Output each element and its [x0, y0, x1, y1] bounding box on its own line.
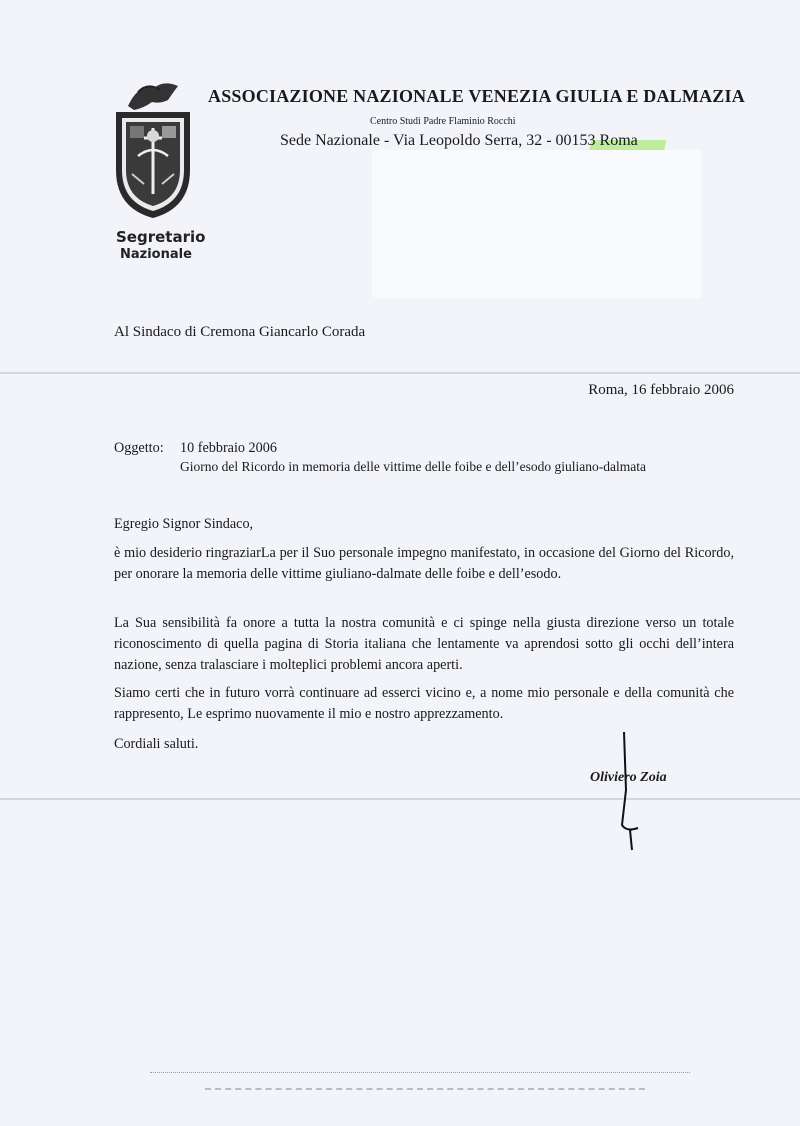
signatory-name: Oliviero Zoia: [590, 770, 667, 785]
recipient: Al Sindaco di Cremona Giancarlo Corada: [114, 324, 366, 340]
organization-address: Sede Nazionale - Via Leopoldo Serra, 32 - 00153 Roma: [280, 132, 638, 149]
office-title: Segretario: [116, 228, 206, 246]
organization-name: ASSOCIAZIONE NAZIONALE VENEZIA GIULIA E DALMAZIA: [208, 86, 745, 106]
paper-fold: [0, 372, 800, 374]
subject-label: Oggetto:: [114, 440, 164, 456]
organization-subtitle: Centro Studi Padre Flaminio Rocchi: [370, 116, 516, 127]
closing: Cordiali saluti.: [114, 736, 199, 752]
redacted-area: [372, 150, 702, 298]
paragraph-2: La Sua sensibilità fa onore a tutta la nostra comunità e ci spinge nella giusta direzione verso un totale riconoscimento di quella pagina di Storia italiana che lentamente va aprendosi sotto gli occhi dell’intera nazione, senza tralasciare i molteplici problemi ancora aperti.: [114, 615, 734, 673]
paragraph-3: Siamo certi che in futuro vorrà continuare ad esserci vicino e, a nome mio personale e della comunità che rappresento, Le esprimo nuovamente il mio e nostro apprezzamento.: [114, 685, 734, 722]
salutation: Egregio Signor Sindaco,: [114, 516, 254, 532]
subject-text: Giorno del Ricordo in memoria delle vittime delle foibe e dell’esodo giuliano-dalmata: [180, 459, 646, 474]
crest-logo: [108, 78, 198, 220]
handwritten-signature: [612, 730, 652, 855]
place-date: Roma, 16 febbraio 2006: [588, 382, 734, 398]
subject-date: 10 febbraio 2006: [180, 440, 277, 456]
footer-line: [150, 1072, 690, 1077]
paragraph-1: è mio desiderio ringraziarLa per il Suo personale impegno manifestato, in occasione del Giorno del Ricordo, per onorare la memoria delle vittime giuliano-dalmate delle foibe e dell’esodo.: [114, 545, 734, 582]
footer-line: [205, 1088, 645, 1096]
office-subtitle: Nazionale: [120, 247, 192, 262]
paper-fold: [0, 798, 800, 800]
